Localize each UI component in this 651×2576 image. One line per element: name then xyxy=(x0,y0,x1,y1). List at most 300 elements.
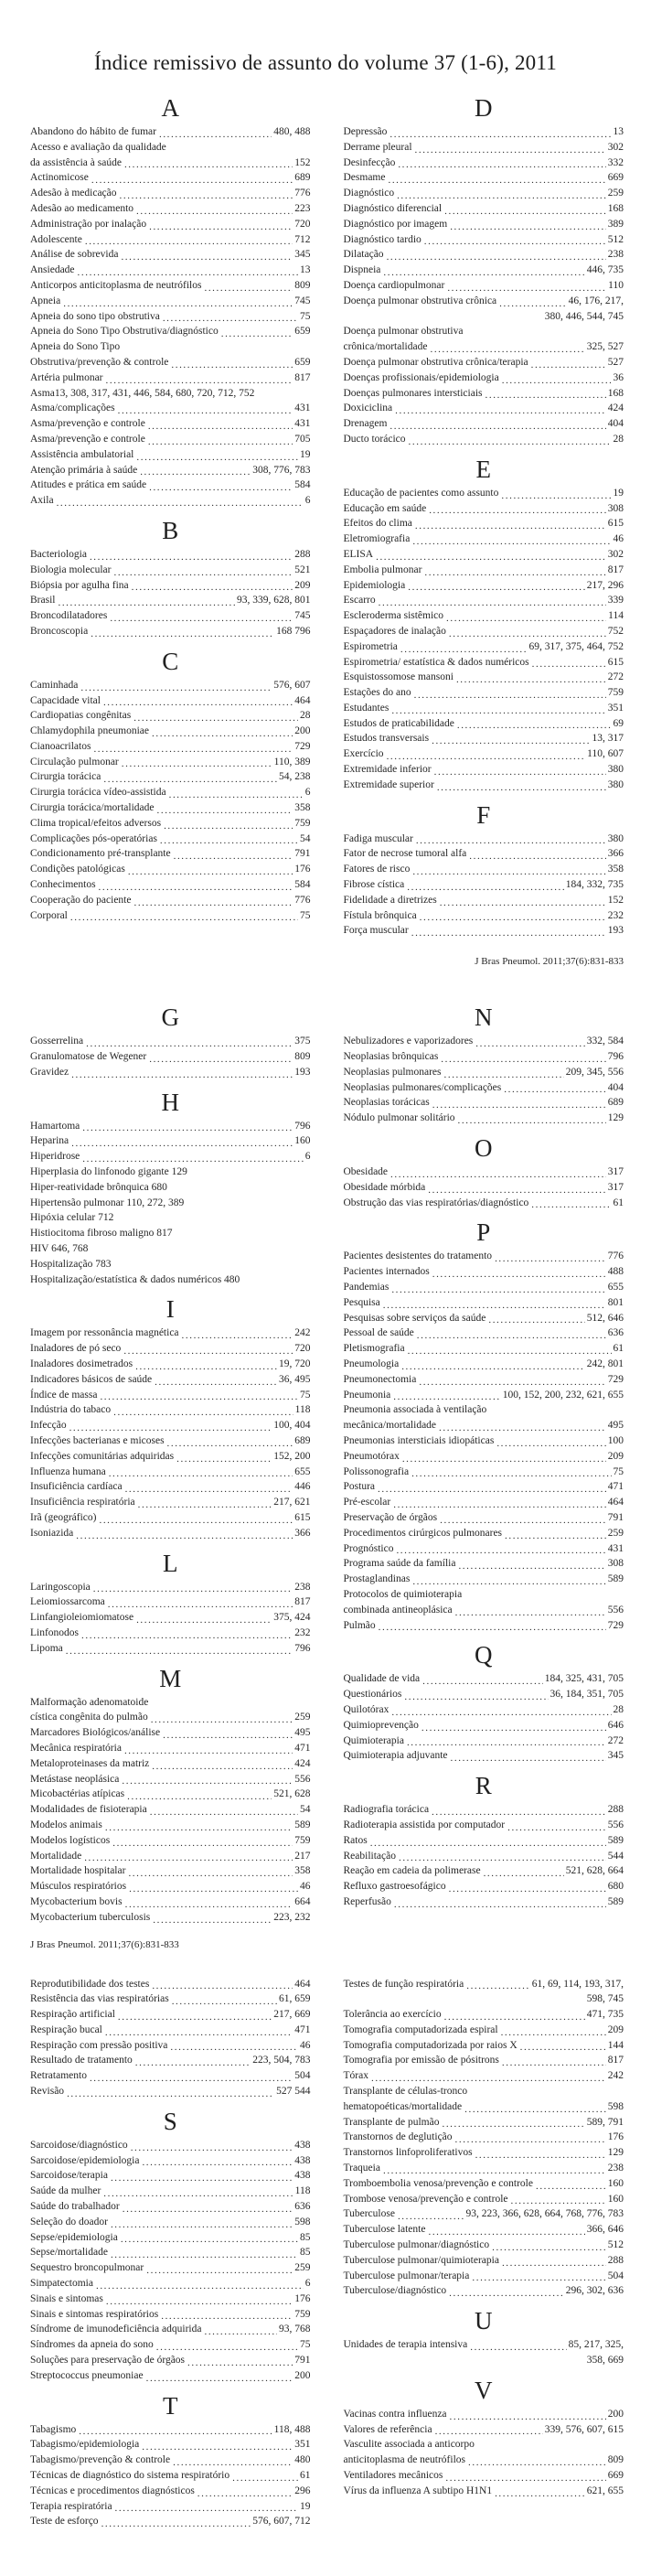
entry-pages: 791 xyxy=(294,848,311,860)
dot-leader xyxy=(148,435,293,447)
section-header-u: U xyxy=(475,2307,493,2335)
entry-pages: 527 544 xyxy=(276,2086,311,2098)
dot-leader xyxy=(407,1735,606,1748)
entry-pages: 168 xyxy=(607,202,624,214)
entry-label: Obstrução das vias respiratórias/diagnóstico xyxy=(343,1197,529,1208)
entry-label: Respiração artificial xyxy=(30,2009,115,2021)
entry-pages: 345 xyxy=(607,1750,624,1762)
index-entry xyxy=(344,1572,624,1587)
dot-leader xyxy=(412,864,605,877)
entry-pages: 339 xyxy=(607,595,624,606)
entry-pages: 809 xyxy=(607,2454,624,2466)
entry-pages: 6 xyxy=(304,2278,311,2290)
dot-leader xyxy=(152,1759,293,1772)
dot-leader xyxy=(127,1789,272,1802)
index-entry xyxy=(344,247,624,263)
dot-leader xyxy=(449,2286,564,2299)
index-entry xyxy=(344,2130,624,2145)
entry-label: Reprodutibilidade dos testes xyxy=(30,1978,150,1990)
entry-pages: 438 xyxy=(294,2139,311,2151)
entry-label: Fadiga muscular xyxy=(343,832,413,844)
dot-leader xyxy=(167,1436,293,1449)
index-entry xyxy=(344,278,624,294)
index-entry xyxy=(30,1372,311,1388)
index-entry xyxy=(344,624,624,639)
entry-pages: 168 796 xyxy=(276,625,311,637)
entry-label: Asma/prevenção e controle xyxy=(30,433,145,445)
dot-leader xyxy=(499,296,566,309)
entry-label: Estudos de praticabilidade xyxy=(343,717,454,729)
dot-leader xyxy=(488,1313,584,1326)
dot-leader xyxy=(90,550,293,563)
entry-pages: 817 xyxy=(607,2055,624,2066)
dot-leader xyxy=(393,1497,606,1510)
entry-label: Resistência das vias respiratórias xyxy=(30,1993,169,2005)
entry-label: Sinais e sintomas xyxy=(30,2292,103,2304)
dot-leader xyxy=(398,157,605,170)
entry-pages: 375, 424 xyxy=(273,1612,311,1624)
entry-pages: 176 xyxy=(294,864,311,875)
index-entry xyxy=(30,2245,311,2260)
entry-label: Protocolos de quimioterapia xyxy=(343,1588,463,1600)
entry-pages: 200 xyxy=(607,2408,624,2420)
entry-label: Estudos transversais xyxy=(343,733,430,745)
index-entry-continuation xyxy=(344,309,624,325)
index-page-3 xyxy=(0,1977,651,2530)
dot-leader xyxy=(125,1482,293,1495)
entry-label: Mycobacterium tuberculosis xyxy=(30,1911,151,1923)
entry-pages: 598 xyxy=(294,2216,311,2227)
entry-pages: 46, 176, 217, xyxy=(568,295,624,306)
entry-pages: 655 xyxy=(294,1465,311,1477)
index-entry xyxy=(30,1402,311,1418)
index-entry xyxy=(30,217,311,232)
dot-leader xyxy=(434,765,606,778)
index-entry xyxy=(344,1465,624,1480)
entry-label: Preservação de órgãos xyxy=(343,1511,438,1523)
entry-label: Postura xyxy=(343,1481,375,1493)
entry-pages: 272 xyxy=(607,1734,624,1746)
entry-label: Isoniazida xyxy=(30,1527,74,1539)
index-entry xyxy=(344,1587,624,1603)
entry-pages: 184, 332, 735 xyxy=(565,879,624,891)
entry-label: Marcadores Biológicos/análise xyxy=(30,1727,161,1739)
index-entry xyxy=(30,2260,311,2276)
entry-label: Síndrome de imunodeficiência adquirida xyxy=(30,2324,202,2335)
entry-label: Conhecimentos xyxy=(30,879,96,891)
entry-label: Programa saúde da família xyxy=(343,1558,456,1570)
index-entry xyxy=(344,1049,624,1065)
dot-leader xyxy=(432,734,590,746)
entry-label: Tuberculose pulmonar/diagnóstico xyxy=(343,2239,490,2251)
dot-leader xyxy=(449,627,606,639)
entry-label: Mycobacterium bovis xyxy=(30,1895,123,1907)
entry-label: Tabagismo/prevenção & controle xyxy=(30,2454,171,2466)
entry-pages: 54, 238 xyxy=(279,771,311,783)
entry-label: Pneumologia xyxy=(343,1358,400,1369)
entry-pages: 193 xyxy=(607,925,624,937)
dot-leader xyxy=(99,880,293,893)
dot-leader xyxy=(71,1136,293,1149)
dot-leader xyxy=(172,1994,277,2007)
entry-pages: 796 xyxy=(607,1051,624,1063)
dot-leader xyxy=(420,910,606,923)
entry-pages: 75 xyxy=(300,1389,311,1401)
index-entry xyxy=(344,1687,624,1702)
dot-leader xyxy=(432,1098,606,1111)
entry-label: Terapia respiratória xyxy=(30,2500,112,2512)
dot-leader xyxy=(122,757,272,769)
dot-leader xyxy=(414,688,606,701)
section-header-d: D xyxy=(475,94,493,122)
entry-pages: 54 xyxy=(300,1804,311,1816)
dot-leader xyxy=(86,1036,293,1049)
entry-pages: 200 xyxy=(294,725,311,737)
entry-label: Sequestro broncopulmonar xyxy=(30,2262,144,2274)
entry-pages: 28 xyxy=(613,433,624,445)
dot-leader xyxy=(111,2248,298,2260)
entry-pages: 19 xyxy=(300,2500,311,2512)
page3-column-left xyxy=(30,1977,311,2530)
dot-leader xyxy=(468,2455,606,2468)
entry-label: Transplante de pulmão xyxy=(343,2116,440,2128)
entry-label: Retratamento xyxy=(30,2070,87,2082)
dot-leader xyxy=(409,435,612,447)
entry-label: Teste de esforço xyxy=(30,2516,99,2528)
entry-label: Pneumonia xyxy=(343,1389,391,1401)
entry-pages: 61, 69, 114, 193, 317, xyxy=(531,1978,624,1990)
entry-pages: 351 xyxy=(607,702,624,714)
entry-label: Embolia pulmonar xyxy=(343,564,422,575)
entry-pages: 13 xyxy=(300,264,311,276)
dot-leader xyxy=(67,2087,274,2099)
entry-label: Clima tropical/efeitos adversos xyxy=(30,817,162,829)
entry-pages: 527 xyxy=(607,356,624,368)
entry-pages: 791 xyxy=(607,1511,624,1523)
index-entry xyxy=(344,355,624,370)
dot-leader xyxy=(153,1913,272,1926)
index-entry xyxy=(30,1326,311,1341)
dot-leader xyxy=(101,2517,251,2529)
entry-label: Atitudes e prática em saúde xyxy=(30,479,147,491)
entry-label: Esquistossomose mansoni xyxy=(343,671,454,683)
index-entry xyxy=(344,1065,624,1080)
entry-pages: 615 xyxy=(607,518,624,530)
index-entry xyxy=(30,1149,311,1165)
entry-pages: 61 xyxy=(300,2470,311,2482)
index-entry xyxy=(30,1580,311,1595)
dot-leader xyxy=(412,534,611,547)
entry-label: Infecções bacterianas e micoses xyxy=(30,1434,165,1446)
entry-label: Tomografia por emissão de pósitrons xyxy=(343,2055,499,2066)
entry-pages: 69, 317, 375, 464, 752 xyxy=(528,640,624,652)
dot-leader xyxy=(398,2209,464,2222)
index-entry xyxy=(344,578,624,594)
index-entry xyxy=(30,1272,311,1288)
entry-pages: 61, 659 xyxy=(279,1993,311,2005)
entry-label: Heparina xyxy=(30,1135,69,1147)
entry-label: Educação de pacientes como assunto xyxy=(343,487,499,499)
entry-label: ELISA xyxy=(343,548,374,560)
entry-pages: 745 xyxy=(294,610,311,622)
entry-label: Linfonodos xyxy=(30,1626,80,1638)
dot-leader xyxy=(446,611,606,624)
index-entry xyxy=(344,232,624,248)
dot-leader xyxy=(129,1882,298,1894)
index-entry xyxy=(30,2007,311,2023)
entry-label: Neoplasias brônquicas xyxy=(343,1051,439,1063)
index-entry xyxy=(30,1833,311,1849)
index-entry xyxy=(30,1741,311,1756)
dot-leader xyxy=(204,281,293,294)
dot-leader xyxy=(115,2501,298,2514)
index-entry xyxy=(30,1977,311,1992)
entry-pages: 521, 628 xyxy=(273,1788,311,1800)
entry-pages: 160 xyxy=(294,1135,311,1147)
dot-leader xyxy=(502,373,612,386)
dot-leader xyxy=(84,1851,293,1863)
index-entry xyxy=(344,501,624,517)
entry-pages: 75 xyxy=(300,310,311,322)
index-entry xyxy=(30,1756,311,1772)
entry-pages: 589 xyxy=(607,1834,624,1846)
index-entry xyxy=(344,1402,624,1418)
entry-label: Educação em saúde xyxy=(343,502,427,514)
entry-pages: 332, 584 xyxy=(586,1036,624,1047)
index-entry xyxy=(30,816,311,832)
section-header-m: M xyxy=(159,1664,182,1692)
index-entry xyxy=(344,2269,624,2284)
index-entry xyxy=(344,2407,624,2422)
entry-label: Apneia xyxy=(30,295,61,306)
dot-leader xyxy=(112,1836,293,1849)
page2-column-right xyxy=(344,995,624,1925)
dot-leader xyxy=(472,2270,605,2283)
dot-leader xyxy=(393,1390,501,1402)
entry-label: Neoplasias torácicas xyxy=(343,1097,430,1109)
entry-label: Pesquisa xyxy=(343,1296,380,1308)
entry-label: Quimioterapia xyxy=(343,1734,404,1746)
entry-pages: 6 xyxy=(304,1151,311,1163)
index-entry xyxy=(30,1710,311,1725)
index-entry xyxy=(344,2192,624,2207)
entry-pages: 424 xyxy=(294,1757,311,1769)
index-entry xyxy=(344,1510,624,1526)
index-entry xyxy=(344,2484,624,2499)
entry-pages: 223 xyxy=(294,202,311,214)
dot-leader xyxy=(156,2340,298,2353)
entry-label: mecânica/mortalidade xyxy=(343,1420,437,1432)
index-entry xyxy=(344,670,624,685)
entry-label: Corporal xyxy=(30,909,68,921)
entry-label: Broncoscopia xyxy=(30,625,89,637)
entry-pages: 296 xyxy=(294,2485,311,2496)
index-entry xyxy=(30,755,311,770)
index-entry xyxy=(344,832,624,847)
entry-pages: 238 xyxy=(607,249,624,261)
entry-pages: 431 xyxy=(294,418,311,430)
index-entry xyxy=(30,2437,311,2453)
entry-pages: 200 xyxy=(294,2369,311,2381)
entry-label: Laringoscopia xyxy=(30,1581,91,1593)
entry-pages: 118 xyxy=(294,1404,311,1416)
entry-pages: 209 xyxy=(607,1450,624,1462)
dot-leader xyxy=(111,2171,293,2184)
dot-leader xyxy=(159,127,272,140)
entry-label: Chlamydophila pneumoniae xyxy=(30,725,149,737)
dot-leader xyxy=(170,2040,298,2053)
index-entry xyxy=(344,2038,624,2054)
dot-leader xyxy=(441,1052,605,1065)
entry-label: Leiomiossarcoma xyxy=(30,1596,105,1608)
entry-pages: 720 xyxy=(294,1343,311,1355)
dot-leader xyxy=(428,2225,584,2238)
entry-pages: 589, 791 xyxy=(586,2116,624,2128)
entry-label: Obstrutiva/prevenção & controle xyxy=(30,356,169,368)
entry-label: Inaladores de pó seco xyxy=(30,1343,122,1355)
index-entry xyxy=(344,263,624,278)
index-entry xyxy=(30,463,311,478)
dot-leader xyxy=(496,1436,605,1449)
dot-leader xyxy=(148,419,293,432)
dot-leader xyxy=(495,2486,585,2499)
index-entry xyxy=(344,1196,624,1211)
entry-label: Biologia molecular xyxy=(30,564,112,575)
entry-pages: 308 xyxy=(607,1558,624,1570)
index-entry xyxy=(30,294,311,309)
dot-leader xyxy=(182,1328,293,1341)
dot-leader xyxy=(391,1283,605,1295)
index-entry xyxy=(344,201,624,217)
dot-leader xyxy=(401,1359,585,1372)
entry-pages: 512, 646 xyxy=(586,1312,624,1324)
entry-pages: 705 xyxy=(294,433,311,445)
entry-pages: 160 xyxy=(607,2193,624,2205)
entry-pages: 659 xyxy=(294,356,311,368)
entry-pages: 110, 607 xyxy=(587,748,624,760)
entry-label: Cooperação do paciente xyxy=(30,894,132,906)
index-entry xyxy=(30,739,311,755)
dot-leader xyxy=(110,611,293,624)
entry-label: Adesão à medicação xyxy=(30,188,117,199)
index-entry xyxy=(344,563,624,578)
dot-leader xyxy=(390,419,605,432)
entry-label: Obesidade xyxy=(343,1166,389,1178)
dot-leader xyxy=(142,2440,293,2453)
page2-column-left xyxy=(30,995,311,1925)
entry-label: Hiper-reatividade brônquica 680 xyxy=(30,1181,167,1193)
index-entry xyxy=(30,124,311,140)
entry-pages: 576, 607 xyxy=(273,679,311,691)
dot-leader xyxy=(437,780,606,793)
entry-label: Gosserrelina xyxy=(30,1036,84,1047)
index-entry xyxy=(30,2422,311,2438)
index-entry xyxy=(30,2023,311,2038)
entry-label: Análise de sobrevida xyxy=(30,249,119,261)
index-entry xyxy=(30,846,311,862)
entry-pages: 100, 404 xyxy=(273,1420,311,1432)
dot-leader xyxy=(435,2424,543,2437)
entry-pages: 480 xyxy=(294,2454,311,2466)
entry-pages: 598, 745 xyxy=(586,1993,624,2005)
dot-leader xyxy=(383,265,584,278)
entry-label: Condições patológicas xyxy=(30,864,125,875)
dot-leader xyxy=(536,2179,606,2192)
entry-pages: 358, 669 xyxy=(586,2355,624,2367)
entry-label: Tomografia computadorizada espiral xyxy=(343,2023,498,2035)
entry-pages: 110, 389 xyxy=(273,756,311,767)
dot-leader xyxy=(118,2010,272,2023)
index-entry xyxy=(30,1418,311,1433)
entry-label: Ventiladores mecânicos xyxy=(343,2470,443,2482)
entry-label: Abandono do hábito de fumar xyxy=(30,126,156,137)
dot-leader xyxy=(161,2309,293,2322)
entry-pages: 375 xyxy=(294,1036,311,1047)
index-entry xyxy=(344,1295,624,1311)
index-entry xyxy=(344,1879,624,1894)
entry-label: Nódulo pulmonar solitário xyxy=(343,1112,455,1124)
index-entry xyxy=(30,2484,311,2499)
entry-label: Exercício xyxy=(343,748,384,760)
index-entry xyxy=(344,923,624,939)
index-entry xyxy=(30,278,311,294)
entry-label: Epidemiologia xyxy=(343,579,406,591)
entry-label: Mortalidade xyxy=(30,1850,82,1862)
index-entry xyxy=(30,2453,311,2468)
dot-leader xyxy=(66,1644,293,1657)
index-entry xyxy=(30,2153,311,2169)
index-entry xyxy=(30,1165,311,1180)
entry-pages: 110 xyxy=(608,279,624,291)
entry-label: Doenças pulmonares intersticiais xyxy=(343,387,483,399)
entry-label: Transplante de células-tronco xyxy=(343,2086,468,2098)
entry-label: Pesquisas sobre serviços da saúde xyxy=(343,1312,486,1324)
index-entry xyxy=(30,416,311,432)
dot-leader xyxy=(495,1251,606,1264)
entry-pages: 46 xyxy=(300,2039,311,2051)
dot-leader xyxy=(505,1529,606,1541)
dot-leader xyxy=(450,2410,606,2422)
entry-label: Cirurgia torácica xyxy=(30,771,101,783)
entry-pages: 556 xyxy=(607,1604,624,1615)
entry-label: Infecção xyxy=(30,1420,67,1432)
dot-leader xyxy=(502,2256,606,2269)
entry-pages: 242 xyxy=(294,1327,311,1339)
entry-pages: 152, 200 xyxy=(273,1450,311,1462)
entry-pages: 288 xyxy=(607,1804,624,1816)
entry-label: Mecânica respiratória xyxy=(30,1742,122,1754)
index-entry xyxy=(344,156,624,171)
dot-leader xyxy=(140,465,251,478)
entry-pages: 669 xyxy=(607,172,624,184)
entry-label: Capacidade vital xyxy=(30,694,101,706)
entry-pages: 184, 325, 431, 705 xyxy=(544,1673,624,1685)
index-entry xyxy=(344,762,624,778)
entry-label: Anticorpos anticitoplasma de neutrófilos xyxy=(30,279,202,291)
index-entry xyxy=(30,2053,311,2068)
index-entry xyxy=(344,170,624,186)
index-entry xyxy=(344,731,624,746)
entry-label: Actinomicose xyxy=(30,172,89,184)
index-entry xyxy=(344,1095,624,1111)
section-header-v: V xyxy=(475,2376,493,2404)
section-header-p: P xyxy=(476,1218,491,1247)
entry-label: Músculos respiratórios xyxy=(30,1881,127,1893)
dot-leader xyxy=(85,234,293,247)
page-title: Índice remissivo de assunto do volume 37 (1-6), 2011 xyxy=(94,51,557,74)
entry-label: Força muscular xyxy=(343,925,409,937)
entry-label: Tuberculose/diagnóstico xyxy=(343,2285,447,2297)
